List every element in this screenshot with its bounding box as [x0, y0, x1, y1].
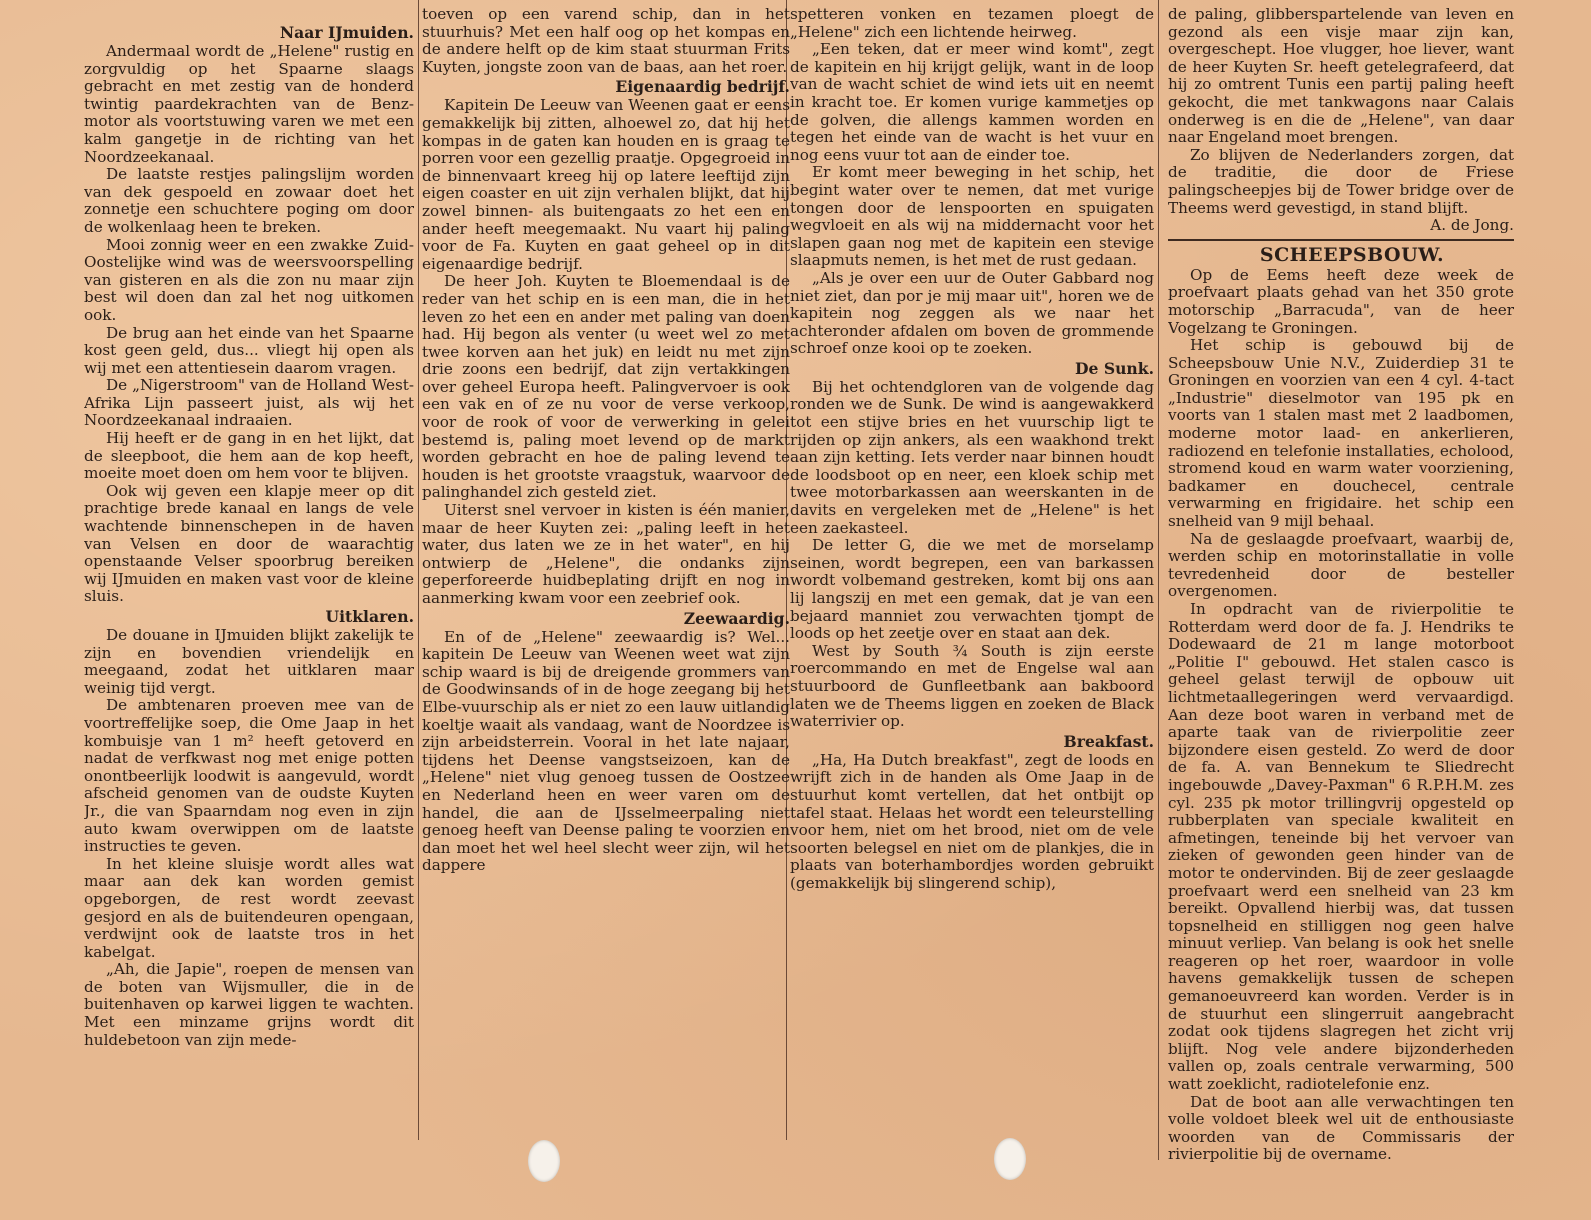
paragraph: In opdracht van de rivierpolitie te Rotterdam werd door de fa. J. Hendriks te Dodewaard de 21 m lange motorboot „Politie I" gebouwd. Het stalen casco is geheel gelast terwijl de opbouw uit lichtmetaallegeringen werd vervaardigd. Aan deze boot waren in verband met de aparte taak van de rivierpolitie zeer bijzondere eisen gesteld. Zo werd de door de fa. A. van Bennekum te Sliedrecht ingebouwde „Davey-Paxman" 6 R.P.H.M. zes cyl. 235 pk motor trillingvrij opgesteld op rubberplaten van speciale kwaliteit en afmetingen, teneinde bij het vervoer van zieken of gewonden geen hinder van de motor te ondervinden. Bij de zeer geslaagde proefvaart werd een snelheid van 23 km bereikt. Opvallend hierbij was, dat tussen topsnelheid en stilliggen nog geen halve minuut verliep. Van belang is ook het snelle reageren op het roer, waardoor in volle havens gemakkelijk tussen de schepen gemanoeuvreerd kan worden. Verder is in de stuurhut een slingerruit aangebracht zodat ook tijdens slagregen het zicht vrij blijft. Nog vele andere bijzonderheden vallen op, zoals centrale verwarming, 500 watt zoeklicht, radiotelefonie enz.	[1168, 600, 1514, 1094]
paragraph: „Ha, Ha Dutch breakfast", zegt de loods en wrijft zich in de handen als Ome Jaap in de stuurhut komt vertellen, dat het ontbijt op tafel staat. Helaas het wordt een teleurstelling voor hem, niet om het brood, niet om de vele soorten belegsel en niet om de plankjes, die in plaats van boterhambordjes worden gebruikt (gemakkelijk bij slingerend schip),	[790, 750, 1154, 892]
paragraph: West by South ¾ South is zijn eerste roercommando en met de Engelse wal aan stuurboord de Gunfleetbank aan bakboord laten we de Theems liggen en zoeken de Black waterrivier op.	[790, 641, 1154, 731]
article-column-4	[1168, 6, 1514, 1166]
paragraph: De ambtenaren proeven mee van de voortreffelijke soep, die Ome Jaap in het kombuisje van 1 m² heeft getoverd en nadat de verfkwast nog met enige potten onontbeerlijk loodwit is aangevuld, wordt afscheid genomen van de oudste Kuyten Jr., die van Spaarndam nog even in zijn auto kwam overwippen om de laatste instructies te geven.	[84, 696, 414, 856]
paragraph: Kapitein De Leeuw van Weenen gaat er eens gemakkelijk bij zitten, alhoewel zo, dat hij het kompas in de gaten kan houden en is graag te porren voor een gezellig praatje. Opgegroeid in de binnenvaart kreeg hij op latere leeftijd zijn eigen coaster en uit zijn verhalen blijkt, dat hij zowel binnen- als buitengaats zo het een en ander heeft meegemaakt. Nu vaart hij paling voor de Fa. Kuyten en gaat geheel op in dit eigenaardige bedrijf.	[422, 96, 790, 273]
paragraph: spetteren vonken en tezamen ploegt de „Helene" zich een lichtende heirweg.	[790, 6, 1154, 41]
paragraph: Mooi zonnig weer en een zwakke Zuid-Oostelijke wind was de weersvoorspelling van gisteren en als die zon nu maar zijn best wil doen dan zal het nog uitkomen ook.	[84, 235, 414, 324]
paragraph: Hij heeft er de gang in en het lijkt, dat de sleepboot, die hem aan de kop heeft, moeite moet doen om hem voor te blijven.	[84, 429, 414, 483]
paragraph: Ook wij geven een klapje meer op dit prachtige brede kanaal en langs de vele wachtende binnenschepen in de haven van Velsen en door de waarachtig openstaande Velser spoorbrug bereiken wij IJmuiden en maken vast voor de kleine sluis.	[84, 481, 414, 606]
paragraph: De laatste restjes palingslijm worden van dek gespoeld en zowaar doet het zonnetje een schuchtere poging om door de wolkenlaag heen te breken.	[84, 165, 414, 236]
section-heading-eigenaardig-bedrijf: Eigenaardig bedrijf.	[615, 77, 790, 97]
paragraph: De letter G, die we met de morselamp seinen, wordt begrepen, een van barkassen wordt volbemand gestreken, komt bij ons aan lij langszij en met een gemak, dat je van een bejaard manniet zou verwachten tjompt de loods op het zeetje over en staat aan dek.	[790, 536, 1154, 643]
paragraph: In het kleine sluisje wordt alles wat maar aan dek kan worden gemist opgeborgen, de rest wordt zeevast gesjord en als de buitendeuren opengaan, verdwijnt ook de laatste tros in het kabelgat.	[84, 854, 414, 961]
punch-hole	[994, 1138, 1026, 1180]
section-divider	[1168, 239, 1514, 241]
paragraph: „Ah, die Japie", roepen de mensen van de boten van Wijsmuller, die in de buitenhaven op karwei liggen te wachten. Met een minzame grijns wordt dit huldebetoon van zijn mede-	[84, 960, 414, 1049]
section-heading-scheepsbouw: SCHEEPSBOUW.	[1259, 243, 1445, 266]
paragraph: Uiterst snel vervoer in kisten is één manier, maar de heer Kuyten zei: „paling leeft in het water, dus laten we ze in het water", en hij ontwierp de „Helene", die ondanks zijn geperforeerde huidbeplating drijft en nog in aanmerking kwam voor een zeebrief ook.	[422, 501, 790, 607]
article-column-1	[84, 22, 414, 1202]
paragraph: Er komt meer beweging in het schip, het begint water over te nemen, dat met vurige tongen door de lenspoorten en spuigaten wegvloeit en als wij na middernacht voor het slapen gaan nog met de kapitein een stevige slaapmuts nemen, is het met de rust gedaan.	[790, 163, 1154, 270]
article-column-3	[790, 6, 1154, 1146]
section-heading-zeewaardig: Zeewaardig.	[683, 608, 790, 628]
article-column-2	[422, 6, 790, 1146]
section-heading-breakfast: Breakfast.	[1063, 731, 1154, 751]
paragraph: Bij het ochtendgloren van de volgende dag ronden we de Sunk. De wind is aangewakkerd tot een stijve bries en het vuurschip ligt te rijden op zijn ankers, als een waakhond trekt aan zijn ketting. Iets verder naar binnen houdt de loodsboot op en neer, een kloek schip met twee motorbarkassen aan weerskanten in de davits en vergeleken met de „Helene" is het een zaekasteel.	[790, 377, 1154, 537]
paragraph: Het schip is gebouwd bij de Scheepsbouw Unie N.V., Zuiderdiep 31 te Groningen en voorzien van een 4 cyl. 4-tact „Industrie" dieselmotor van 195 pk en voorts van 1 stalen mast met 2 laadbomen, moderne motor laad- en ankerlieren, radiozend en telefonie installaties, echolood, stromend koud en warm water voorziening, badkamer en douchecel, centrale verwarming en frigidaire. het schip een snelheid van 9 mijl behaal.	[1168, 336, 1514, 531]
paragraph: De brug aan het einde van het Spaarne kost geen geld, dus... vliegt hij open als wij met een attentiesein daarom vragen.	[84, 323, 414, 377]
paragraph: De „Nigerstroom" van de Holland West-Afrika Lijn passeert juist, als wij het Noordzeekanaal indraaien.	[84, 376, 414, 430]
paragraph: Na de geslaagde proefvaart, waarbij de, werden schip en motorinstallatie in volle tevredenheid door de besteller overgenomen.	[1168, 529, 1514, 601]
column-rule	[418, 0, 419, 1140]
paragraph: De douane in IJmuiden blijkt zakelijk te zijn en bovendien vriendelijk en meegaand, zodat het uitklaren maar weinig tijd vergt.	[84, 626, 414, 697]
paragraph: de paling, glibberspartelende van leven en gezond als een visje maar zijn kan, overgeschept. Hoe vlugger, hoe liever, want de heer Kuyten Sr. heeft getelegrafeerd, dat hij zo omtrent Tunis een partij paling heeft gekocht, die met tankwagons naar Calais onderweg is en die de „Helene", van daar naar Engeland moet brengen.	[1168, 6, 1514, 147]
paragraph: Zo blijven de Nederlanders zorgen, dat de traditie, die door de Friese palingscheepjes bij de Tower bridge over de Theems werd gevestigd, in stand blijft.	[1168, 145, 1514, 217]
paragraph: toeven op een varend schip, dan in het stuurhuis? Met een half oog op het kompas en de andere helft op de kim staat stuurman Frits Kuyten, jongste zoon van de baas, aan het roer.	[422, 6, 790, 76]
paragraph: Andermaal wordt de „Helene" rustig en zorgvuldig op het Spaarne slaags gebracht en met zestig van de honderd twintig paardekrachten van de Benz-motor als voortstuwing varen we met een kalm gangetje in de richting van het Noordzeekanaal.	[84, 42, 414, 166]
paragraph: De heer Joh. Kuyten te Bloemendaal is de reder van het schip en is een man, die in het leven zo het een en ander met paling van doen had. Hij begon als venter (u weet wel zo met twee korven aan het juk) en leidt nu met zijn drie zoons een bedrijf, dat zijn vertakkingen over geheel Europa heeft. Palingvervoer is ook een vak en of ze nu voor de verse verkoop, voor de rook of voor de verwerking in gelei bestemd is, paling moet levend op de markt worden gebracht en hoe de paling levend te houden is het grootste vraagstuk, waarvoor de palinghandel zich gesteld ziet.	[422, 272, 790, 502]
column-rule	[1158, 0, 1159, 1160]
section-heading-uitklaren: Uitklaren.	[325, 607, 414, 626]
section-heading-naar-ijmuiden: Naar IJmuiden.	[279, 23, 414, 42]
punch-hole	[528, 1140, 560, 1182]
paragraph: En of de „Helene" zeewaardig is? Wel... kapitein De Leeuw van Weenen weet wat zijn schip waard is bij de dreigende grommers van de Goodwinsands of in de hoge zeegang bij het Elbe-vuurschip als er niet zo een lauw uitlandig koeltje waait als vandaag, want de Noordzee is zijn arbeidsterrein. Vooral in het late najaar, tijdens het Deense vangstseizoen, kan de „Helene" niet vlug genoeg tussen de Oostzee en Nederland heen en weer varen om de handel, die aan de IJsselmeerpaling niet genoeg heeft van Deense paling te voorzien en dan moet het wel heel slecht weer zijn, wil het dappere	[422, 627, 790, 875]
paragraph: „Als je over een uur de Outer Gabbard nog niet ziet, dan por je mij maar uit", horen we de kapitein nog zeggen als we naar het achteronder afdalen om boven de grommende schroef onze kooi op te zoeken.	[790, 268, 1154, 358]
section-heading-de-sunk: De Sunk.	[1074, 358, 1154, 378]
author-signature: A. de Jong.	[1430, 216, 1514, 235]
paragraph: Dat de boot aan alle verwachtingen ten volle voldoet bleek wel uit de enthousiaste woorden van de Commissaris der rivierpolitie bij de overname.	[1168, 1092, 1514, 1164]
paragraph: „Een teken, dat er meer wind komt", zegt de kapitein en hij krijgt gelijk, want in de loop van de wacht schiet de wind iets uit en neemt in kracht toe. Er komen vurige kammetjes op de golven, die allengs kammen worden en tegen het einde van de wacht is het vuur en nog eens vuur tot aan de einder toe.	[790, 40, 1154, 164]
paragraph: Op de Eems heeft deze week de proefvaart plaats gehad van het 350 grote motorschip „Barracuda", van de heer Vogelzang te Groningen.	[1168, 265, 1514, 337]
